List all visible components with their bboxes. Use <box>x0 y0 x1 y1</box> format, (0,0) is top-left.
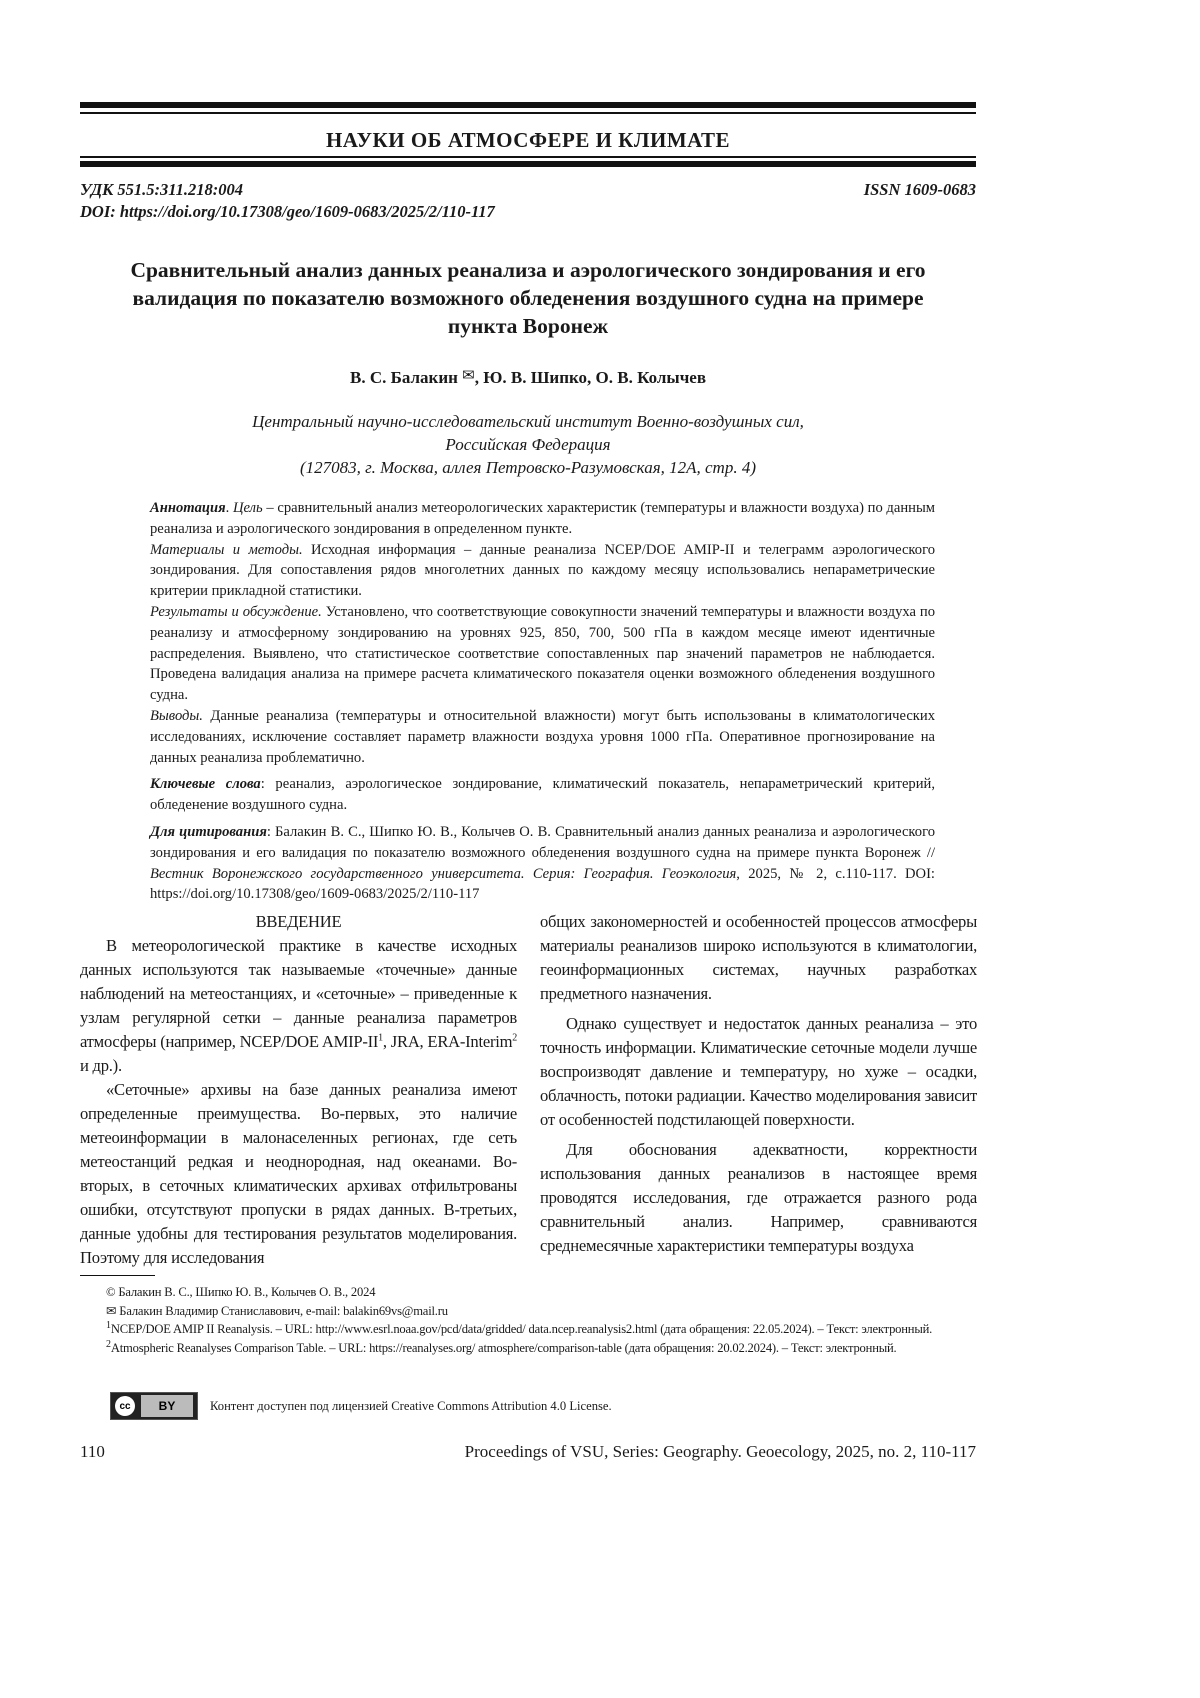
footnote-1 <box>80 1320 976 1339</box>
methods-label: Материалы и методы. <box>150 541 303 558</box>
abstract <box>150 498 935 905</box>
doi[interactable]: DOI: https://doi.org/10.17308/geo/1609-0683/2025/2/110-117 <box>80 202 495 221</box>
article-title: Сравнительный анализ данных реанализа и аэрологического зондирования и его валидация по показателю возможного обледенения воздушного судна на примере пункта Воронеж <box>130 258 926 338</box>
bottom-rule-thin <box>80 156 976 158</box>
keywords-label: Ключевые слова <box>150 776 261 793</box>
author-main: В. С. Балакин <box>349 368 458 387</box>
methods-text: Исходная информация – данные реанализа NCEP/DOE AMIP-II и телеграмм аэрологического зондирования. Для сопоставления рядов многолетних данных по каждому месяцу использовались непараметрические критерии прикладной статистики. <box>150 541 935 600</box>
paragraph: Для обоснования адекватности, корректности использования данных реанализов в настоящее время проводятся исследования, где отражается разного рода сравнительный анализ. Например, сравниваются среднемесячные характеристики температуры воздуха <box>540 1140 977 1255</box>
license-text: Контент доступен под лицензией Creative Commons Attribution 4.0 License. <box>210 1398 612 1413</box>
abstract-methods <box>150 540 935 602</box>
page-number: 110 <box>80 1442 105 1461</box>
left-column <box>80 910 517 1270</box>
top-rule-thin <box>80 112 976 114</box>
license <box>110 1392 612 1420</box>
right-column <box>540 910 977 1258</box>
footnote-ref[interactable]: 1 <box>378 1032 383 1044</box>
by-icon: BY <box>141 1395 193 1417</box>
annotation-label: Аннотация <box>150 500 226 516</box>
conclusions-text: Данные реанализа (температуры и относительной влажности) могут быть использованы в климатологических исследованиях, исключение составляет параметр влажности воздуха уровня 1000 гПа. Оперативное прогнозирование на данных реанализа проблематично. <box>150 707 935 766</box>
text: и др.). <box>80 1056 122 1075</box>
goal-label: Цель <box>233 500 263 516</box>
page-footer <box>80 1442 976 1462</box>
footnote-text: Atmospheric Reanalyses Comparison Table. – URL: https://reanalyses.org/ atmosphere/comparison-table (дата обращения: 20.02.2024). – Текст: электронный. <box>110 1340 897 1355</box>
paragraph: Однако существует и недостаток данных реанализа – это точность информации. Климатические сеточные модели лучше воспроизводят давление и температуру, но хуже – осадки, облачность, потоки радиации. Качество моделирования зависит от особенностей подстилающей поверхности. <box>540 1014 977 1129</box>
citation-journal: Вестник Воронежского государственного университета. Серия: География. Геоэкология <box>150 865 737 882</box>
abstract-results <box>150 602 935 706</box>
affiliation-line: Центральный научно-исследовательский институт Военно-воздушных сил, <box>252 412 804 431</box>
footnote-2 <box>80 1339 976 1358</box>
copyright: © Балакин В. С., Шипко Ю. В., Колычев О. В., 2024 <box>106 1285 376 1299</box>
envelope-icon: ✉ <box>106 1303 117 1318</box>
section-heading: НАУКИ ОБ АТМОСФЕРЕ И КЛИМАТЕ <box>325 128 731 152</box>
affiliation <box>80 410 976 479</box>
footnotes <box>80 1283 976 1357</box>
affiliation-line: Российская Федерация <box>445 435 611 454</box>
footnote-mark: 1 <box>106 1319 111 1331</box>
text: , JRA, ERA-Interim <box>382 1032 513 1051</box>
keywords <box>150 774 935 816</box>
issn: ISSN 1609-0683 <box>863 180 976 199</box>
udc: УДК 551.5:311.218:004 <box>80 180 243 199</box>
journal-footer: Proceedings of VSU, Series: Geography. Geoecology, 2025, no. 2, 110-117 <box>464 1442 976 1461</box>
contact-text: Балакин Владимир Станиславович, e-mail: balakin69vs@mail.ru <box>116 1303 448 1318</box>
footnote-text: NCEP/DOE AMIP II Reanalysis. – URL: http://www.esrl.noaa.gov/pcd/data/gridded/ data.ncep.reanalysis2.html (дата обращения: 22.05.2024). – Текст: электронный. <box>110 1322 933 1336</box>
paragraph <box>80 934 517 1078</box>
keywords-text: : реанализ, аэрологическое зондирование, климатический показатель, непараметрический критерий, обледенение воздушного судна. <box>150 776 935 814</box>
footnote-rule <box>80 1275 155 1276</box>
text: В метеорологической практике в качестве исходных данных используются так называемые «точечные» данные наблюдений на метеостанциях, и «сеточные» – приведенные к узлам регулярной сетки – данные реанализа параметров атмосферы (например, NCEP/DOE AMIP-II <box>80 936 517 1051</box>
intro-heading: ВВЕДЕНИЕ <box>255 912 342 931</box>
top-rule-thick <box>80 102 976 108</box>
author-others: , Ю. В. Шипко, О. В. Колычев <box>474 368 707 387</box>
abstract-goal: Аннотация. Цель – сравнительный анализ метеорологических характеристик (температуры и влажности воздуха) по данным реанализа и аэрологического зондирования в определенном пункте. <box>150 500 935 537</box>
results-text: Установлено, что соответствующие совокупности значений температуры и влажности воздуха по реанализу и атмосферному зондированию на уровнях 925, 850, 700, 500 гПа в каждом месяце имеют идентичные распределения. Выявлено, что статистическое соответствие сопоставленных пар значений параметров не наблюдается. Проведена валидация анализа на примере расчета климатического показателя оценки возможного обледенения воздушного судна. <box>150 603 936 704</box>
authors <box>80 366 976 388</box>
results-label: Результаты и обсуждение. <box>150 603 322 620</box>
footnote-mark: 2 <box>106 1338 111 1350</box>
envelope-icon: ✉ <box>462 368 475 384</box>
citation-text: : Балакин В. С., Шипко Ю. В., Колычев О. В. Сравнительный анализ данных реанализа и аэрологического зондирования и его валидация по показателю возможного обледенения воздушного судна на примере пункта Воронеж // <box>150 823 935 861</box>
bottom-rule-thick <box>80 161 976 167</box>
goal-text: – сравнительный анализ метеорологических характеристик (температуры и влажности воздуха) по данным реанализа и аэрологического зондирования в определенном пункте. <box>150 500 935 537</box>
affiliation-line: (127083, г. Москва, аллея Петровско-Разумовская, 12А, стр. 4) <box>300 458 756 477</box>
paragraph: «Сеточные» архивы на базе данных реанализа имеют определенные преимущества. Во-первых, это наличие метеоинформации в малонаселенных регионах, где сеть метеостанций редкая и неоднородная, над океанами. Во-вторых, в сеточных климатических архивах отфильтрованы ошибки, отсутствуют пропуски в рядах данных. В-третьих, данные удобны для тестирования результатов моделирования. Поэтому для исследования <box>80 1080 517 1267</box>
citation-doi: , 2025, № 2, с.110-117. DOI: https://doi.org/10.17308/geo/1609-0683/2025/2/110-117 <box>150 865 935 903</box>
citation-label: Для цитирования <box>150 823 267 840</box>
cc-by-logo[interactable] <box>110 1392 198 1420</box>
citation <box>150 822 935 905</box>
contact <box>80 1302 976 1321</box>
abstract-conclusions <box>150 706 935 768</box>
paragraph: общих закономерностей и особенностей процессов атмосферы материалы реанализов широко используются в климатологии, геоинформационных системах, научных разработках предметного назначения. <box>540 912 977 1003</box>
cc-icon: cc <box>115 1396 135 1416</box>
footnote-ref[interactable]: 2 <box>512 1032 517 1044</box>
conclusions-label: Выводы. <box>150 707 203 724</box>
